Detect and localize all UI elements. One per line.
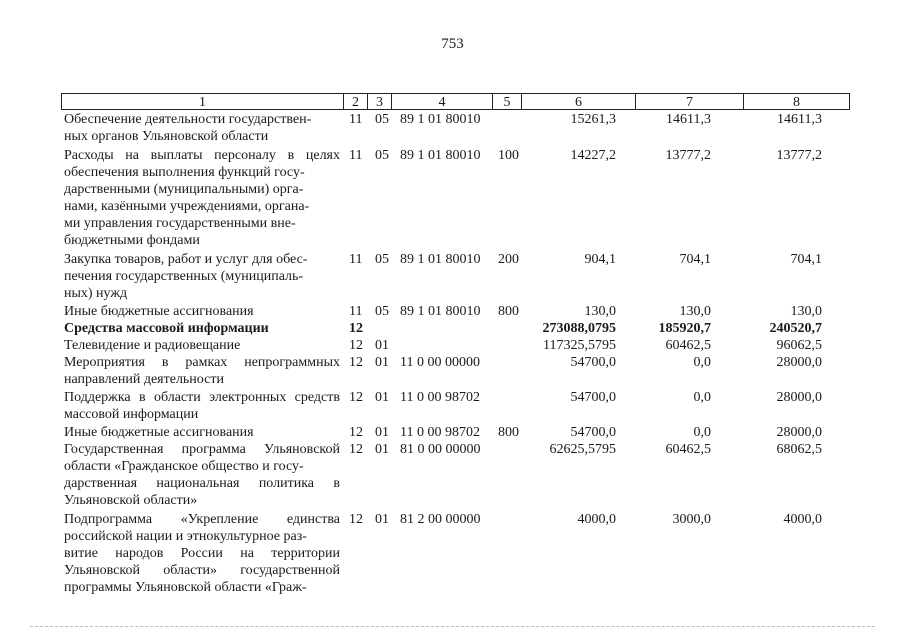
row-subsection: 05: [375, 148, 389, 163]
row-value-7: 0,0: [693, 425, 711, 440]
row-section: 11: [349, 252, 363, 267]
row-name: Обеспечение деятельности государствен- ных органов Ульяновской области: [64, 112, 312, 144]
scan-edge-divider: [30, 626, 875, 629]
row-section: 12: [349, 355, 363, 370]
row-name: Подпрограмма «Укрепление единства российской нации и этнокультурное раз- витие народов России на территории Ульяновской области» государственной программы Ульяновской области «Граж-: [64, 512, 340, 595]
row-target-code: 81 2 00 00000: [400, 512, 481, 527]
row-subsection: 05: [375, 304, 389, 319]
row-name: Государственная программа Ульяновской области «Гражданское общество и госу- дарственная национальная политика в Ульяновской области»: [64, 442, 340, 508]
row-name: Расходы на выплаты персоналу в целях обеспечения выполнения функций госу- дарственными (муниципальными) орга- нами, казёнными учреждениями, органа- ми управления государственными вне- бюджетными фондами: [64, 148, 340, 248]
row-value-6: 14227,2: [570, 148, 616, 163]
row-subsection: 05: [375, 112, 389, 127]
row-value-7: 3000,0: [672, 512, 711, 527]
row-subsection: 01: [375, 390, 389, 405]
row-value-8: 704,1: [790, 252, 822, 267]
row-value-8: 14611,3: [777, 112, 822, 127]
row-expense-type: 800: [498, 425, 519, 440]
row-value-8: 28000,0: [776, 425, 822, 440]
row-value-8: 240520,7: [769, 321, 822, 336]
row-section: 12: [349, 338, 363, 353]
row-value-8: 130,0: [790, 304, 822, 319]
header-col-1: 1: [61, 93, 344, 110]
row-subsection: 01: [375, 355, 389, 370]
row-subsection: 01: [375, 442, 389, 457]
row-value-7: 60462,5: [665, 338, 711, 353]
row-value-8: 28000,0: [776, 390, 822, 405]
row-section: 12: [349, 390, 363, 405]
row-name: Мероприятия в рамках непрограммных направлений деятельности: [64, 355, 340, 387]
row-expense-type: 100: [498, 148, 519, 163]
row-value-7: 0,0: [693, 355, 711, 370]
row-section: 12: [349, 442, 363, 457]
row-value-6: 62625,5795: [549, 442, 616, 457]
row-value-8: 13777,2: [776, 148, 822, 163]
row-section: 12: [349, 321, 363, 336]
row-value-6: 130,0: [584, 304, 616, 319]
row-value-6: 273088,0795: [542, 321, 616, 336]
header-col-2: 2: [343, 93, 368, 110]
row-value-6: 54700,0: [570, 390, 616, 405]
row-subsection: 01: [375, 512, 389, 527]
row-subsection: 01: [375, 425, 389, 440]
row-expense-type: 200: [498, 252, 519, 267]
row-section: 11: [349, 304, 363, 319]
row-value-7: 704,1: [679, 252, 711, 267]
row-value-6: 15261,3: [570, 112, 616, 127]
row-name: Телевидение и радиовещание: [64, 338, 241, 353]
row-subsection: 01: [375, 338, 389, 353]
row-target-code: 11 0 00 98702: [400, 390, 480, 405]
row-name: Закупка товаров, работ и услуг для обес- печения государственных (муниципаль- ных) нужд: [64, 252, 308, 301]
row-target-code: 81 0 00 00000: [400, 442, 481, 457]
row-name: Поддержка в области электронных средств массовой информации: [64, 390, 340, 422]
row-subsection: 05: [375, 252, 389, 267]
row-target-code: 89 1 01 80010: [400, 112, 481, 127]
row-value-6: 4000,0: [577, 512, 616, 527]
row-name: Средства массовой информации: [64, 321, 269, 336]
header-col-6: 6: [521, 93, 636, 110]
row-value-8: 96062,5: [776, 338, 822, 353]
row-section: 12: [349, 425, 363, 440]
row-value-8: 28000,0: [776, 355, 822, 370]
page-number: 753: [441, 36, 464, 52]
row-target-code: 89 1 01 80010: [400, 148, 481, 163]
row-name: Иные бюджетные ассигнования: [64, 425, 254, 440]
row-target-code: 11 0 00 98702: [400, 425, 480, 440]
row-section: 12: [349, 512, 363, 527]
row-value-7: 130,0: [679, 304, 711, 319]
row-name: Иные бюджетные ассигнования: [64, 304, 254, 319]
header-col-7: 7: [635, 93, 744, 110]
row-section: 11: [349, 148, 363, 163]
header-col-5: 5: [492, 93, 522, 110]
row-section: 11: [349, 112, 363, 127]
row-value-7: 185920,7: [658, 321, 711, 336]
row-value-8: 4000,0: [783, 512, 822, 527]
row-value-6: 54700,0: [570, 355, 616, 370]
row-target-code: 11 0 00 00000: [400, 355, 480, 370]
row-expense-type: 800: [498, 304, 519, 319]
row-value-6: 904,1: [584, 252, 616, 267]
header-col-8: 8: [743, 93, 850, 110]
header-col-3: 3: [367, 93, 392, 110]
row-value-7: 0,0: [693, 390, 711, 405]
row-value-6: 54700,0: [570, 425, 616, 440]
row-value-7: 60462,5: [665, 442, 711, 457]
row-value-7: 14611,3: [666, 112, 711, 127]
row-value-7: 13777,2: [665, 148, 711, 163]
row-target-code: 89 1 01 80010: [400, 304, 481, 319]
row-target-code: 89 1 01 80010: [400, 252, 481, 267]
header-col-4: 4: [391, 93, 493, 110]
row-value-6: 117325,5795: [543, 338, 616, 353]
row-value-8: 68062,5: [776, 442, 822, 457]
